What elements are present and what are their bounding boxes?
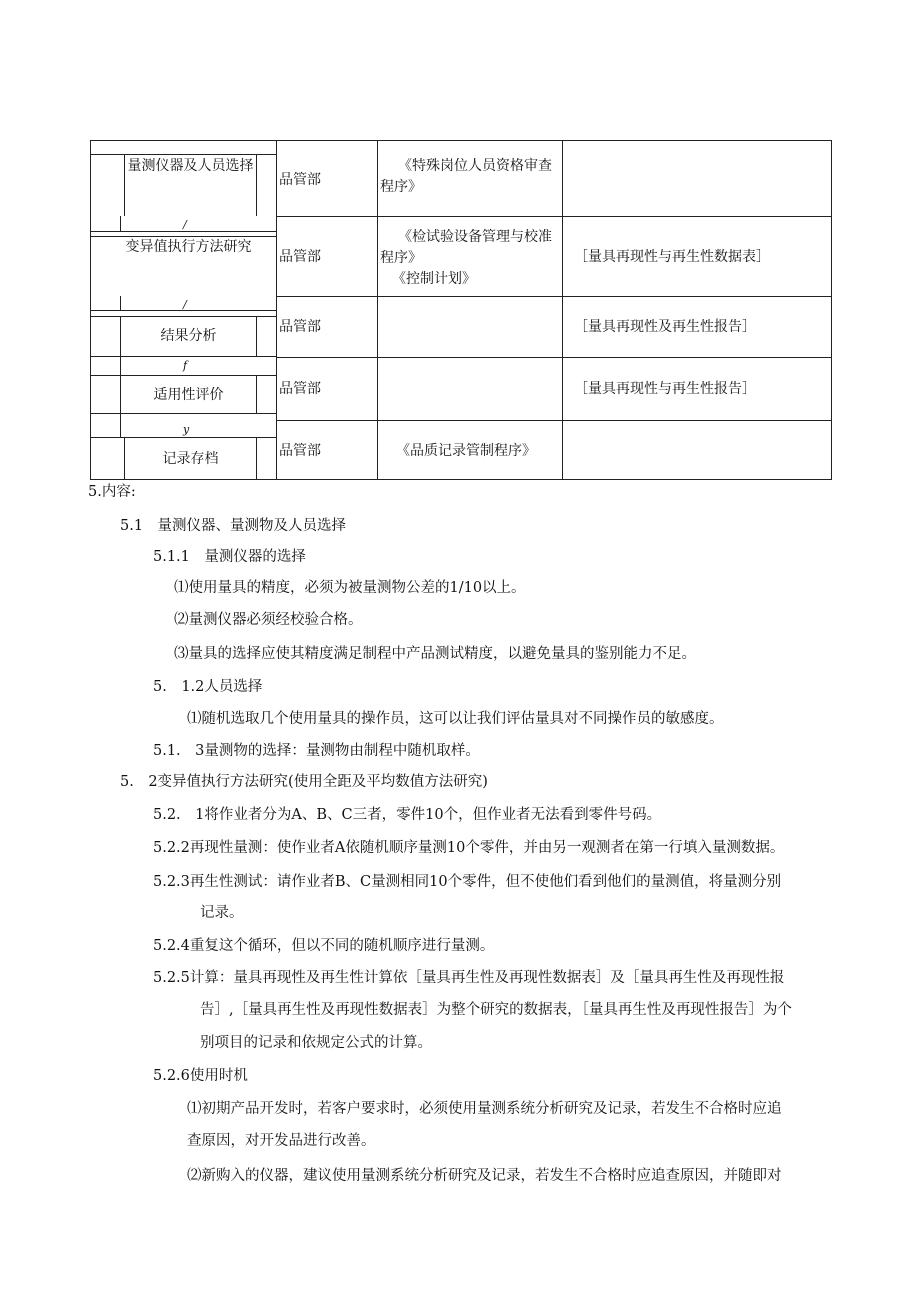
flow-step-analysis: 结果分析 [160, 328, 217, 344]
record-cell: ［量具再现性与再生性数据表］ [574, 249, 770, 265]
section-5-1-3: 5.1. 3量测物的选择：量测物由制程中随机取样。 [153, 743, 480, 759]
item-text: ⑴随机选取几个使用量具的操作员，这可以让我们评估量具对不同操作员的敏感度。 [187, 711, 724, 727]
section-5-2-4: 5.2.4重复这个循环，但以不同的随机顺序进行量测。 [153, 938, 495, 954]
section-5-2-1: 5.2. 1将作业者分为A、B、C三者，零件10个，但作业者无法看到零件号码。 [153, 807, 662, 823]
section-5-1-2: 5. 1.2人员选择 [153, 679, 263, 695]
item-text: ⑵新购入的仪器，建议使用量测系统分析研究及记录，若发生不合格时应追查原因，并随即对 [187, 1168, 782, 1184]
item-text: ⑶量具的选择应使其精度满足制程中产品测试精度，以避免量具的鉴别能力不足。 [174, 646, 696, 662]
flow-step-archive: 记录存档 [162, 451, 219, 467]
flow-arrow: / [183, 218, 187, 231]
item-text-cont: 查原因，对开发品进行改善。 [187, 1133, 376, 1149]
item-text: ⑴使用量具的精度，必须为被量测物公差的1/10以上。 [174, 580, 526, 596]
flow-step-select: 量测仪器及人员选择 [127, 158, 254, 174]
flow-step-evaluation: 适用性评价 [153, 387, 224, 403]
flow-arrow: / [183, 298, 187, 311]
doc-cell: 《特殊岗位人员资格审查程序》 [380, 158, 552, 195]
section-5-2: 5. 2变异值执行方法研究(使用全距及平均数值方法研究) [120, 774, 488, 790]
section-5-2-5-cont: 别项目的记录和依规定公式的计算。 [200, 1035, 432, 1051]
record-cell: ［量具再现性与再生性报告］ [574, 381, 756, 397]
section-5-2-6: 5.2.6使用时机 [153, 1068, 248, 1084]
dept-cell: 品管部 [279, 319, 321, 335]
section-5-2-5-cont: 告］,［量具再生性及再现性数据表］为整个研究的数据表，［量具再生性及再现性报告］为个 [200, 1002, 792, 1018]
dept-cell: 品管部 [279, 381, 321, 397]
section-5-1: 5.1 量测仪器、量测物及人员选择 [120, 518, 347, 534]
section-heading: 5.内容: [88, 484, 136, 500]
section-5-1-1: 5.1.1 量测仪器的选择 [153, 549, 306, 565]
flow-arrow: y [183, 423, 190, 436]
doc-cell: 《检试验设备管理与校准程序》 [380, 229, 552, 266]
record-cell: ［量具再现性及再生性报告］ [574, 319, 756, 335]
section-5-2-2: 5.2.2再现性量测：使作业者A依随机顺序量测10个零件，并由另一观测者在第一行填入量测数据。 [153, 840, 785, 856]
section-5-2-5: 5.2.5计算：量具再现性及再生性计算依［量具再生性及再现性数据表］及［量具再生性及再现性报 [153, 970, 785, 986]
item-text: ⑵量测仪器必须经校验合格。 [174, 612, 363, 628]
doc-cell-2: 《控制计划》 [392, 271, 476, 287]
section-5-2-3: 5.2.3再生性测试：请作业者B、C量测相同10个零件，但不使他们看到他们的量测值，将量测分别 [153, 874, 782, 890]
dept-cell: 品管部 [279, 172, 321, 188]
doc-cell: 《品质记录管制程序》 [396, 443, 536, 459]
dept-cell: 品管部 [279, 443, 321, 459]
section-5-2-3-cont: 记录。 [200, 905, 244, 921]
item-text: ⑴初期产品开发时，若客户要求时，必须使用量测系统分析研究及记录，若发生不合格时应追 [187, 1101, 782, 1117]
process-table [0, 0, 920, 490]
flow-step-study: 变异值执行方法研究 [125, 239, 252, 255]
dept-cell: 品管部 [279, 249, 321, 265]
flow-arrow: f [183, 359, 188, 372]
